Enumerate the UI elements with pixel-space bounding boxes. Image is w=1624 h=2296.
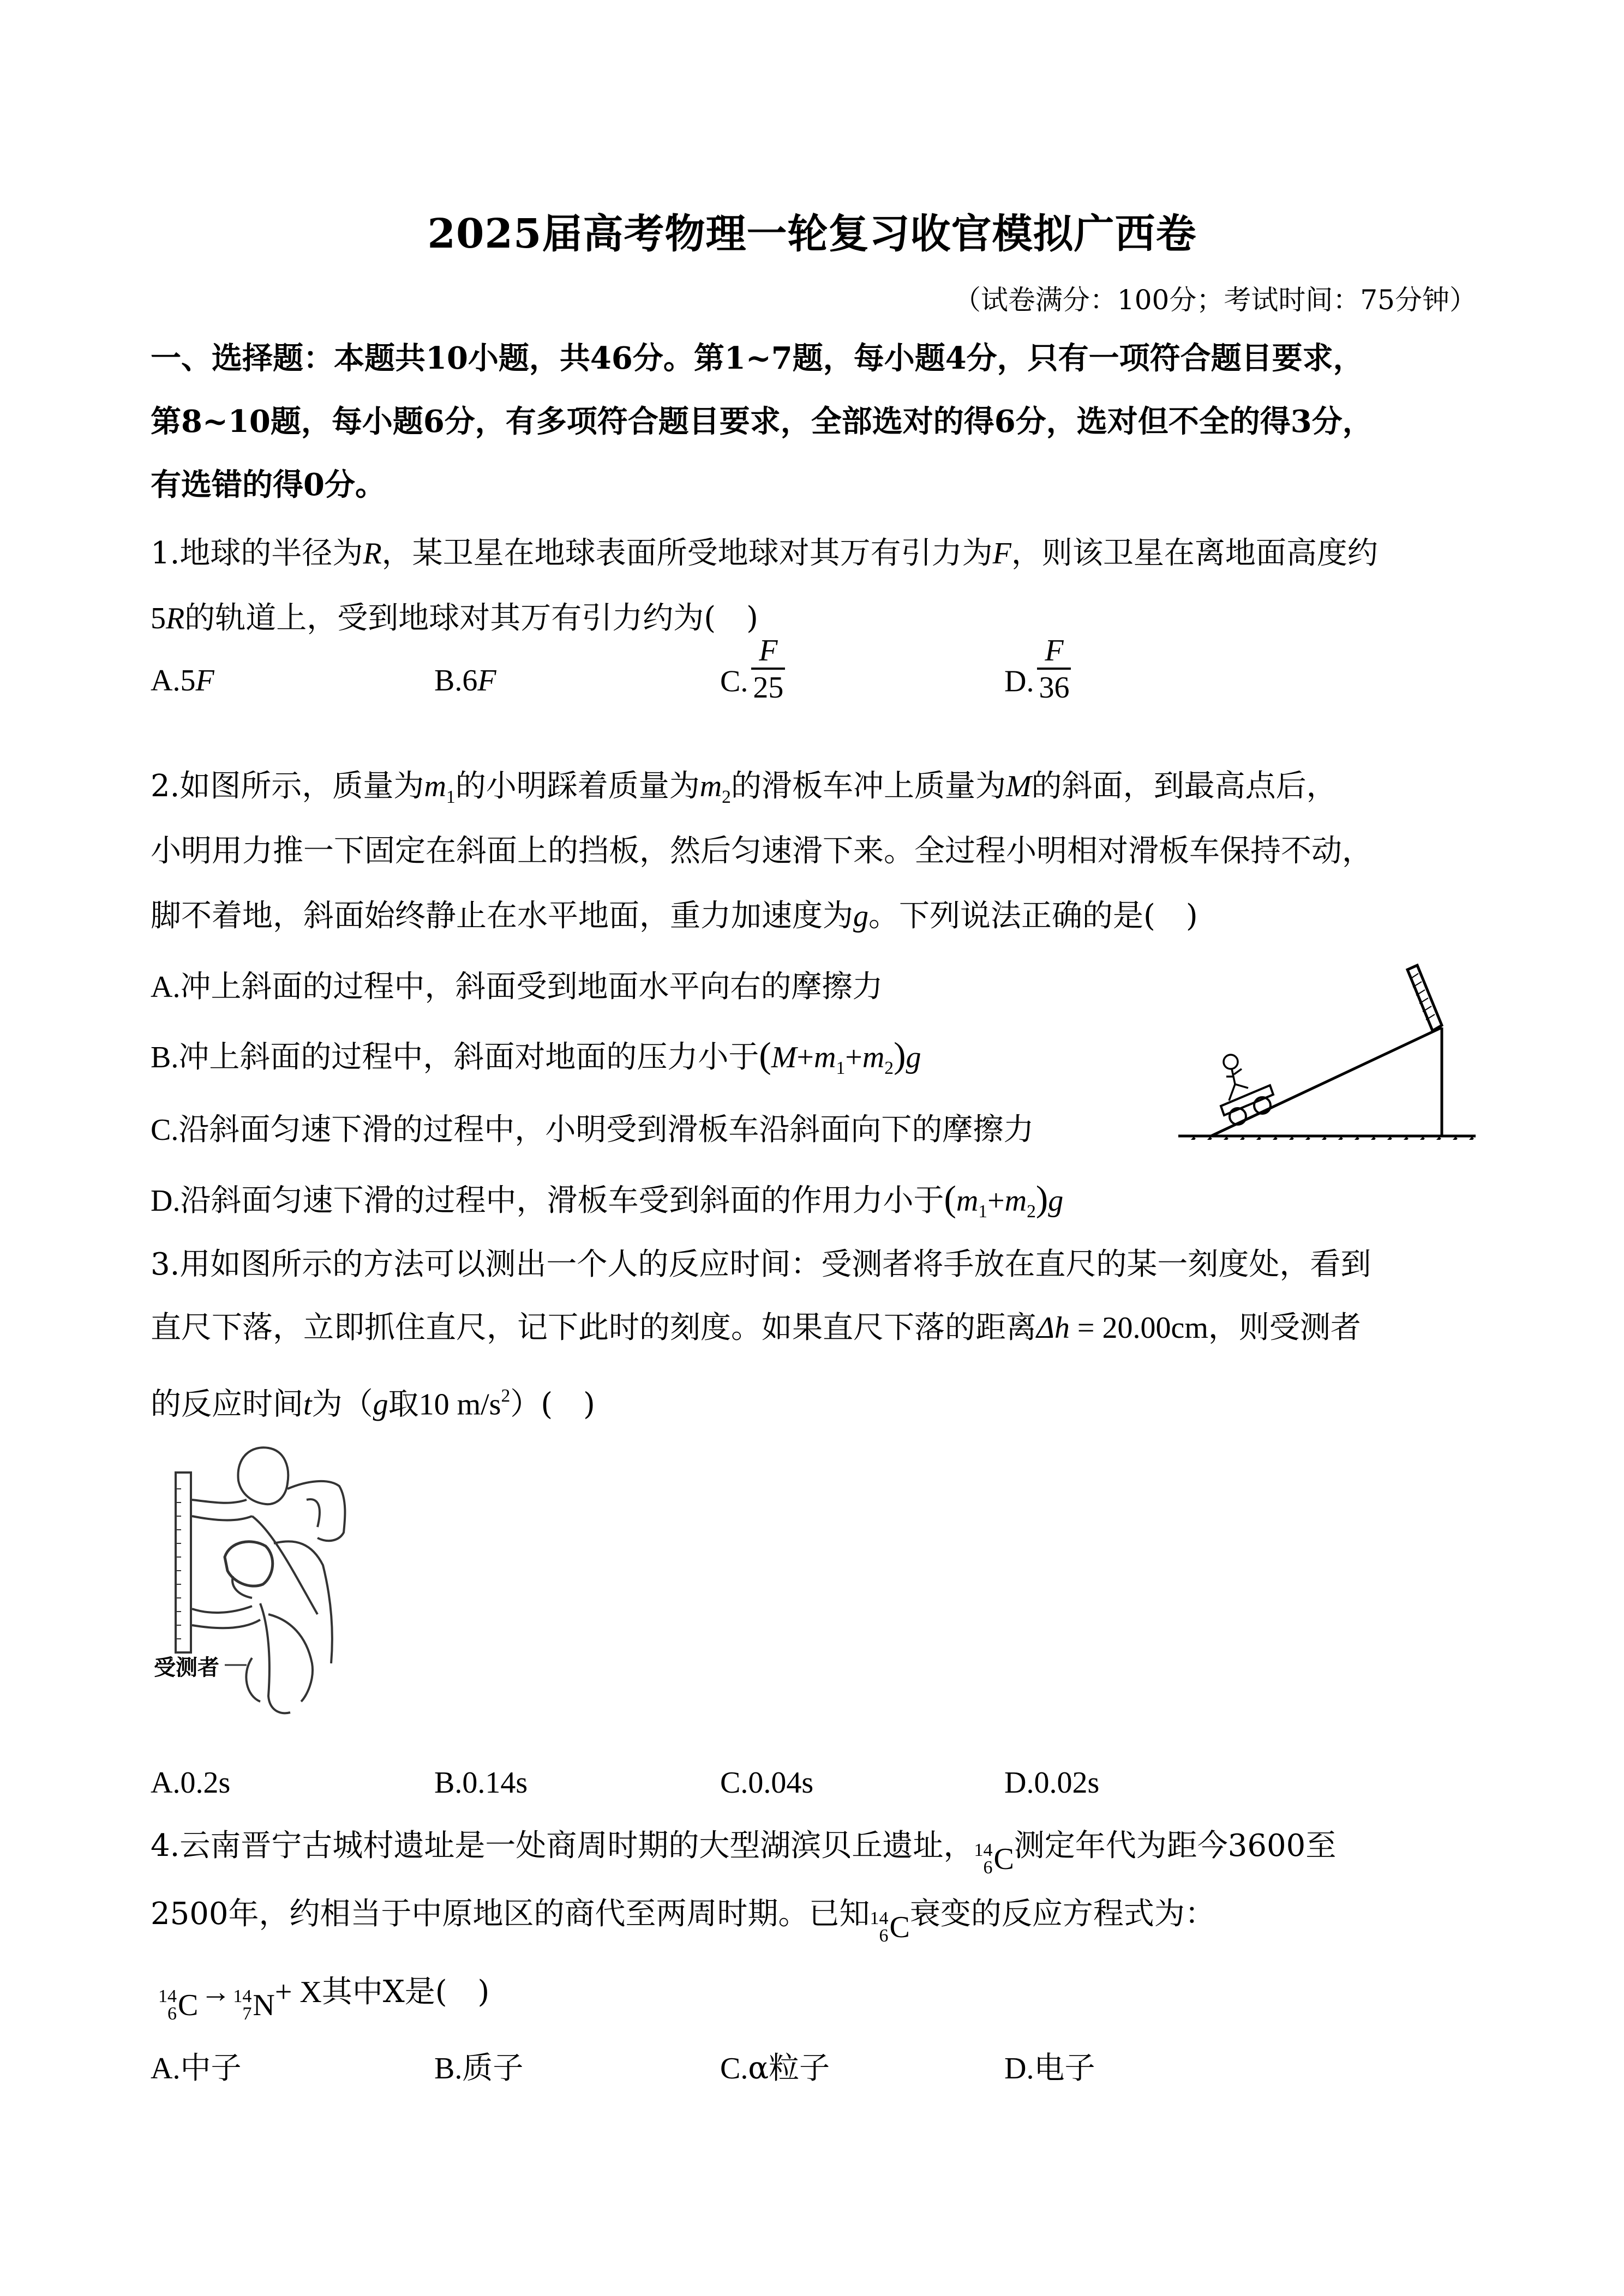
reaction-time-figure (143, 1440, 361, 1734)
q4-option-a[interactable]: A.中子 (151, 2051, 242, 2086)
q2-option-b[interactable]: B.冲上斜面的过程中，斜面对地面的压力小于$(M+m_1+m_2)g$ (151, 1035, 921, 1078)
subject-person (192, 1542, 313, 1713)
fraction: $\frac{F}{25}$ (751, 634, 785, 706)
q1-stem-line2: 5R的轨道上，受到地球对其万有引力约为( ) (151, 600, 758, 636)
reaction-arrow: → (200, 1975, 231, 2009)
q1-option-d[interactable]: D. $\frac{F}{36}$ (1004, 661, 1071, 706)
q4-option-d[interactable]: D.电子 (1004, 2051, 1095, 2086)
q2-option-c[interactable]: C.沿斜面匀速下滑的过程中，小明受到滑板车沿斜面向下的摩擦力 (151, 1112, 1034, 1147)
section-intro-line3: 有选错的得0分。 (151, 467, 386, 503)
q1-option-a[interactable]: A.5F (151, 664, 214, 698)
section-intro-line2: 第8~10题，每小题6分，有多项符合题目要求，全部选对的得6分，选对但不全的得3分， (151, 404, 1373, 440)
q3-stem-line3: 的反应时间t为（g取10 $m/s^2$）( ) (151, 1386, 595, 1422)
q4-option-c[interactable]: C.α粒子 (720, 2051, 830, 2086)
q1-option-c[interactable]: C. $\frac{F}{25}$ (720, 661, 785, 706)
q3-option-a[interactable]: A.0.2s (151, 1766, 231, 1800)
exam-subtitle: （试卷满分：100分；考试时间：75分钟） (953, 284, 1477, 316)
ground-hatch (1181, 1138, 1473, 1140)
q2-stem-line2: 小明用力推一下固定在斜面上的挡板，然后匀速滑下来。全过程小明相对滑板车保持不动， (151, 833, 1373, 869)
figure-label-subject: 受测者 (154, 1655, 219, 1680)
incline-figure (1178, 954, 1484, 1140)
q1-stem-line1: 1.地球的半径为R，某卫星在地球表面所受地球对其万有引力为F，则该卫星在离地面高度约 (151, 536, 1378, 571)
q4-stem-line1: 4.云南晋宁古城村遗址是一处商周时期的大型湖滨贝丘遗址， 14 6 C 测定年代为距今3600至 (151, 1828, 1337, 1878)
q4-option-b[interactable]: B.质子 (434, 2051, 524, 2086)
q4-stem-line2: 2500年，约相当于中原地区的商代至两周时期。已知 14 6 C 衰变的反应方程式为： (151, 1896, 1215, 1946)
q4-stem-line3: 14 6 C → 14 7 N + X其中X是( ) (158, 1974, 490, 2024)
delta-h: Δh (1036, 1311, 1070, 1345)
fraction: $\frac{F}{36}$ (1037, 634, 1071, 706)
baffle (1407, 965, 1442, 1031)
q3-option-c[interactable]: C.0.04s (720, 1766, 814, 1800)
q3-stem-line1: 3.用如图所示的方法可以测出一个人的反应时间：受测者将手放在直尺的某一刻度处，看到 (151, 1247, 1371, 1282)
q2-option-d[interactable]: D.沿斜面匀速下滑的过程中，滑板车受到斜面的作用力小于$(m_1+m_2)g$ (151, 1178, 1064, 1222)
carbon-14-nuclide: 14 6 C (974, 1840, 1014, 1878)
q2-stem-line3: 脚不着地，斜面始终静止在水平地面，重力加速度为g。下列说法正确的是( ) (151, 898, 1198, 934)
nitrogen-14-nuclide: 14 7 N (233, 1986, 275, 2024)
q2-stem-line1: 2.如图所示，质量为$m_1$的小明踩着质量为$m_2$的滑板车冲上质量为M的斜面，到最高点后， (151, 768, 1337, 807)
section-intro-line1: 一、选择题：本题共10小题，共46分。第1~7题，每小题4分，只有一项符合题目要求， (151, 340, 1364, 376)
exam-title: 2025届高考物理一轮复习收官模拟广西卷 (427, 211, 1197, 257)
q3-option-b[interactable]: B.0.14s (434, 1766, 528, 1800)
q3-option-d[interactable]: D.0.02s (1004, 1766, 1100, 1800)
person-stick-figure (1224, 1055, 1248, 1101)
carbon-14-nuclide: 14 6 C (158, 1986, 199, 2024)
carbon-14-nuclide: 14 6 C (870, 1908, 910, 1946)
tester-person (192, 1447, 345, 1663)
q2-option-a[interactable]: A.冲上斜面的过程中，斜面受到地面水平向右的摩擦力 (151, 969, 883, 1005)
q1-option-b[interactable]: B.6F (434, 664, 496, 698)
q3-stem-line2: 直尺下落，立即抓住直尺，记下此时的刻度。如果直尺下落的距离Δh = 20.00cm，则受测者 (151, 1310, 1361, 1345)
